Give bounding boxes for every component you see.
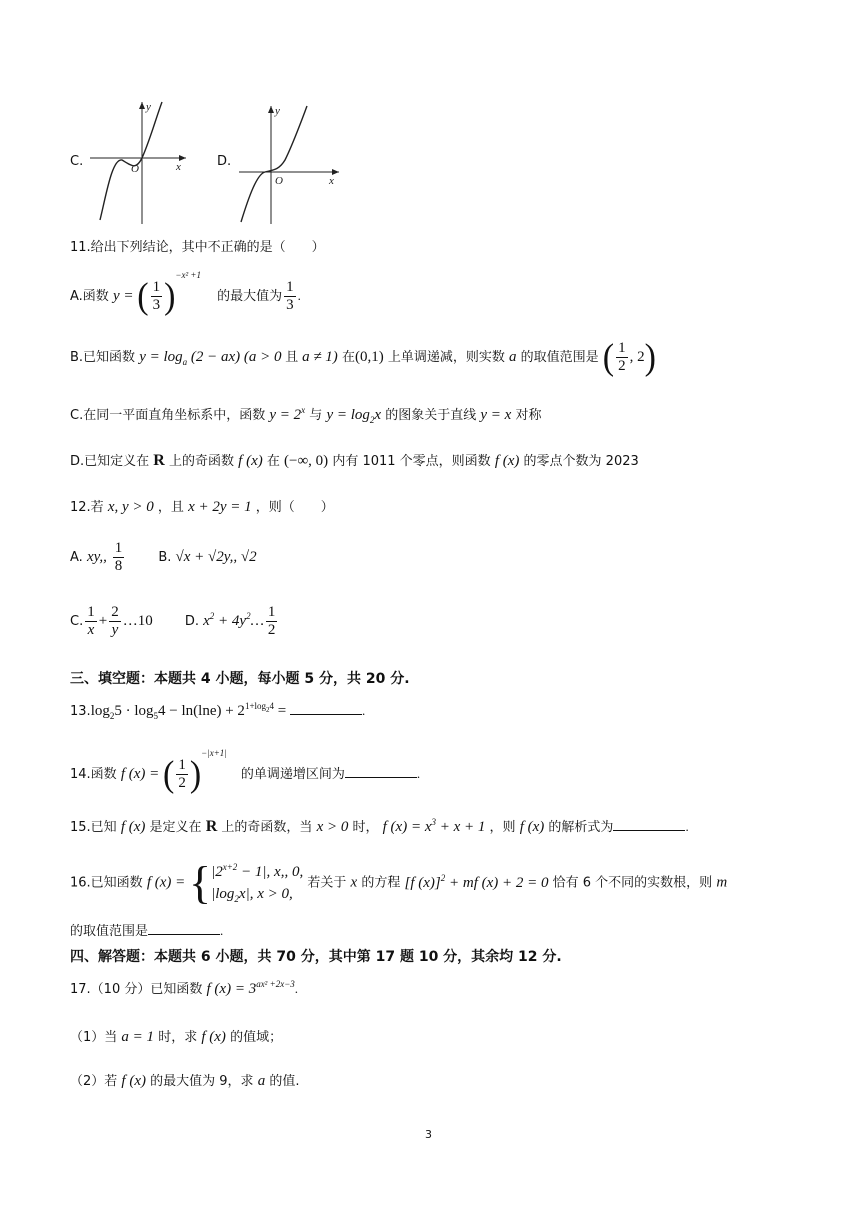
q11-d-text2: 上的奇函数 (169, 454, 235, 469)
figure-d-origin: O (275, 175, 283, 187)
q11-option-a: A.函数 y = ( $\frac{1}{3}$ )$^{-x^2 +1}$ 的最大值为 $\frac{1}{3}$ . (70, 270, 301, 317)
section-3-title: 三、填空题：本题共 4 小题，每小题 5 分，共 20 分. (70, 671, 410, 687)
q12-a-label: A. (70, 550, 83, 565)
q17-stem-text: 17.（10 分）已知函数 (70, 982, 203, 997)
q13-num: 13. (70, 704, 91, 719)
q16-line2: 的取值范围是 . (70, 920, 223, 939)
q17-p1c: 的值域； (230, 1030, 283, 1045)
q12-stem2: ，且 (157, 500, 184, 515)
q11-b-prefix: B.已知函数 (70, 350, 136, 365)
q13: $13.\log_25 \cdot \log_54 - \ln(\ln e) + 2^{1+log_24}$ = . (70, 701, 366, 721)
figure-d-graph (231, 100, 343, 226)
q11-a-prefix: A.函数 (70, 289, 109, 304)
q11-d-text4: 内有 1011 个零点，则函数 (332, 454, 491, 469)
q11-d-text3: 在 (266, 454, 280, 469)
section-4-title: 四、解答题：本题共 6 小题，共 70 分，其中第 17 题 10 分，其余均 12 分. (70, 949, 562, 965)
q11-b-mid2: 上单调递减，则实数 (387, 350, 505, 365)
q11-a-suffix: 的最大值为 (217, 289, 283, 304)
q16-line2-text: 的取值范围是 (70, 924, 149, 939)
q11-c-text4: 对称 (515, 408, 542, 423)
q17-p1b: 时，求 (158, 1030, 198, 1045)
q16: 16.已知函数 f (x) = { $|2^{x+2} - 1|$, x,, 0, $|\log_2x|$, x > 0, 若关于 x 的方程 [f (x)]$^2$ + mf (x) + 2 = 0 恰有 6 个不同的实数根，则 m (70, 857, 728, 908)
q12-stem3: ，则（ ） (255, 500, 334, 515)
q11-c-text1: C.在同一平面直角坐标系中，函数 (70, 408, 266, 423)
figure-d-axis-y: y (275, 105, 280, 117)
q17-part2: （2）若 f (x) 的最大值为 9，求 a 的值. (70, 1073, 300, 1089)
q11-b-mid3: 的取值范围是 (520, 350, 599, 365)
q11-a-formula: y = (112, 288, 138, 304)
figure-d-label: D. (217, 154, 232, 169)
q17-p1a: （1）当 (70, 1030, 118, 1045)
q17-stem: 17.（10 分）已知函数 f $(x) = 3^{ax^2 +2x-3}$. (70, 979, 299, 997)
q12-stem: 12.若 x, y > 0 ，且 x + 2y = 1 ，则（ ） (70, 499, 334, 515)
q16-t1: 16.已知函数 (70, 875, 143, 891)
figure-c-graph (82, 96, 192, 226)
q17-part1: （1）当 a = 1 时，求 f (x) 的值域； (70, 1029, 283, 1045)
q16-t3: 的方程 (361, 875, 401, 891)
q15-t6: 的解析式为 (548, 820, 614, 835)
q11-d-text5: 的零点个数为 2023 (523, 454, 639, 469)
figure-c-origin: O (131, 163, 139, 175)
q15-t1: 15.已知 (70, 820, 117, 835)
q15-t4: 时， (352, 820, 379, 835)
q15-t2: 是定义在 (149, 820, 202, 835)
q12-c-label: C. (70, 614, 84, 629)
q12-stem1: 12.若 (70, 500, 104, 515)
figure-d (215, 100, 345, 226)
q17-p2b: 的最大值为 9，求 (150, 1074, 254, 1089)
q14: 14.函数 f (x) = ( $\frac{1}{2}$ )$^{-|x+1|}$ 的单调递增区间为 . (70, 748, 421, 795)
q15-t3: 上的奇函数，当 (221, 820, 313, 835)
figure-c (68, 96, 198, 226)
q11-d-text1: D.已知定义在 (70, 454, 150, 469)
q11-option-c: C.在同一平面直角坐标系中，函数 $y = 2^x$ 与 $y = \log_2x$ 的图象关于直线 y = x 对称 (70, 405, 542, 425)
q17-p2a: （2）若 (70, 1074, 118, 1089)
q12-options-cd: C. $\frac{1}{x}$ + $\frac{2}{y}$ …10 D. $x^2$ + $4y^2\dots$ $\frac{1}{2}$ (70, 604, 276, 638)
q15-t5: ，则 (489, 820, 516, 835)
q15: 15.已知 f (x) 是定义在 R 上的奇函数，当 x > 0 时， f $(x) = x^3 + x + 1$ ，则 f (x) 的解析式为 . (70, 817, 689, 835)
q12-d-label: D. (184, 614, 199, 629)
q11-b-mid1: 在 (341, 350, 355, 365)
q14-suffix: 的单调递增区间为 (240, 767, 345, 782)
q11-stem: 11.给出下列结论，其中不正确的是（ ） (70, 240, 325, 255)
q17-p2c: 的值. (269, 1074, 300, 1089)
figure-d-axis-x: x (329, 175, 334, 187)
figure-c-axis-x: x (176, 161, 181, 173)
q16-t2: 若关于 (307, 875, 347, 891)
figure-c-label: C. (70, 154, 84, 169)
q11-option-d: D.已知定义在 R 上的奇函数 f (x) 在 (−∞, 0) 内有 1011 个零点，则函数 f (x) 的零点个数为 2023 (70, 452, 639, 469)
q14-prefix: 14.函数 (70, 767, 117, 782)
q16-t4: 恰有 6 个不同的实数根，则 (552, 875, 713, 891)
q11-c-text3: 的图象关于直线 (385, 408, 477, 423)
q12-options-ab: A. xy,, $\frac{1}{8}$ B. √x + √2y,, √2 (70, 540, 257, 574)
q12-b-label: B. (158, 550, 172, 565)
figure-c-axis-y: y (146, 101, 151, 113)
q11-c-text2: 与 (309, 408, 323, 423)
page-number: 3 (425, 1128, 432, 1141)
q11-option-b: B.已知函数 $y = \log_a (2 - ax) (a > 0$ 且 a ≠ 1) 在(0,1) 上单调递减，则实数 a 的取值范围是 ( $\frac{1}{2}$ , 2) (70, 336, 656, 378)
